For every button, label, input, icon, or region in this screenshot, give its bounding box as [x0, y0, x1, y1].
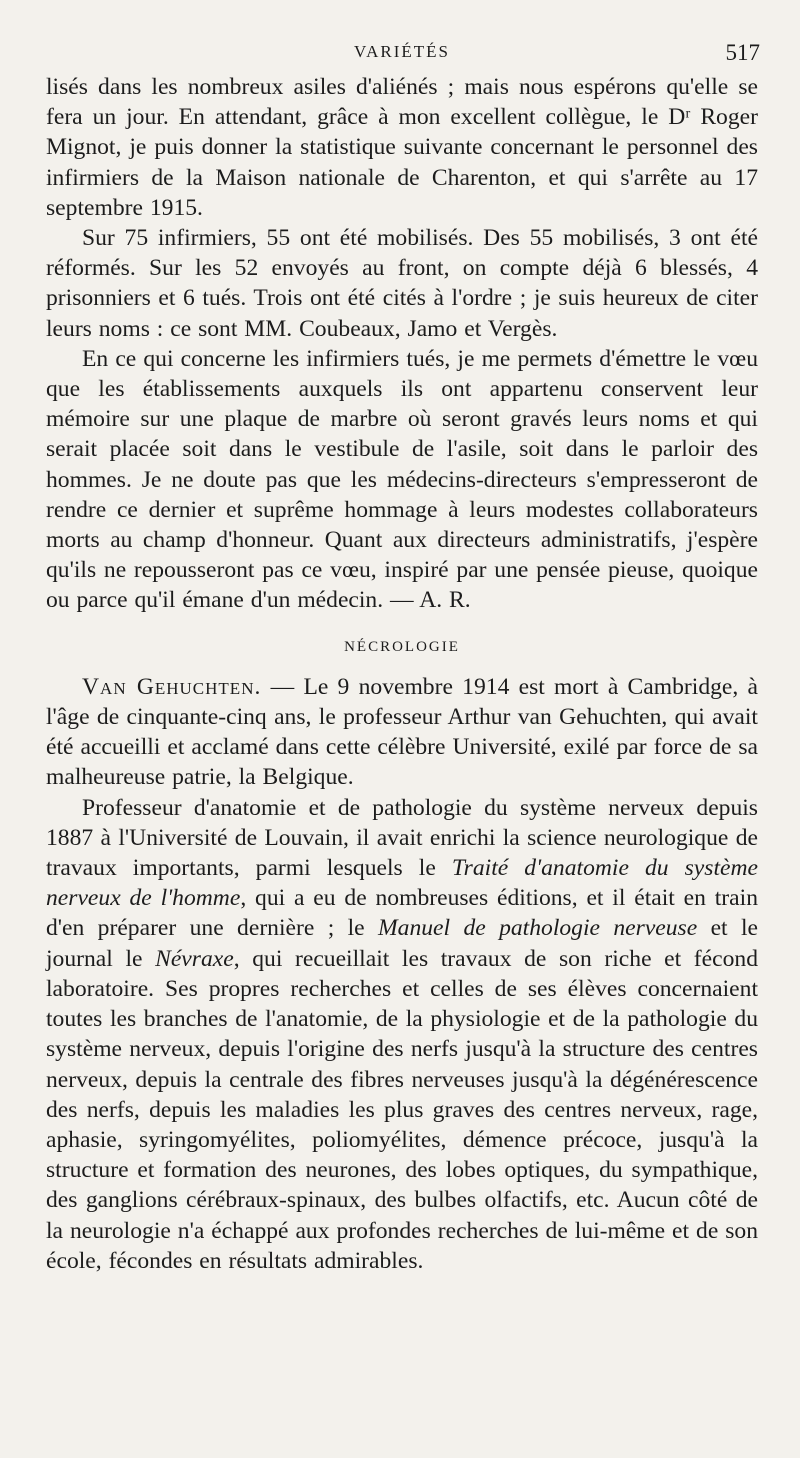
paragraph-statistics-intro: lisés dans les nombreux asiles d'aliénés ; mais nous espérons qu'elle se fera un jour. En attendant, grâce à mon excellent collègue, le Dʳ Roger Mignot, je puis donner la statistique suivante concernant le personnel des infirmiers de la Maison nationale de Charenton, et qui s'arrête au 17 septembre 1915. [46, 74, 758, 221]
book-title-traite: Traité d'anatomie du système nerveux de l'homme [46, 855, 758, 912]
paragraph-statistics: Sur 75 infirmiers, 55 ont été mobilisés. Des 55 mobilisés, 3 ont été réformés. Sur les 52 envoyés au front, on compte déjà 6 blessés, 4 prisonniers et 6 tués. Trois ont été cités à l'ordre ; je suis heureux de citer leurs noms : ce sont MM. Coubeaux, Jamo et Vergès. [46, 225, 758, 342]
obituary-intro-text: — Le 9 novembre 1914 est mort à Cambridge, à l'âge de cinquante-cinq ans, le professeur Arthur van Gehuchten, qui avait été accueilli et acclamé dans cette célèbre Université, exilé par force de sa malheureuse patrie, la Belgique. [46, 673, 758, 791]
section-title-necrologie: NÉCROLOGIE [344, 638, 460, 655]
page-header [46, 34, 758, 72]
paragraph-memorial: En ce qui concerne les infirmiers tués, je me permets d'émettre le vœu que les établissements auxquels ils ont appartenu conservent leur mémoire sur une plaque de marbre où seront gravés leurs noms et qui serait placée soit dans le vestibule de l'asile, soit dans le parloir des hommes. Je ne doute pas que les médecins-directeurs s'empresseront de rendre ce dernier et suprême hommage à leurs modestes collaborateurs morts au champ d'honneur. Quant aux directeurs administratifs, j'espère qu'ils ne repousseront pas ce vœu, inspiré par une pensée pieuse, quoique ou parce qu'il émane d'un médecin. — A. R. [46, 345, 758, 614]
running-head: VARIÉTÉS [354, 42, 450, 61]
paragraph-obituary-intro [46, 672, 758, 793]
obituary-name: Van Gehuchten. [82, 673, 262, 700]
page-number: 517 [725, 40, 760, 65]
paragraph-obituary-career [46, 793, 758, 1276]
book-title-manuel: Manuel de pathologie nerveuse [378, 915, 698, 942]
career-text-a: Professeur d'anatomie et de pathologie du système nerveux depuis 1887 à l'Université de Louvain, il avait enrichi la science neurologique de travaux importants, parmi lesquels le [46, 794, 758, 882]
career-text-c: et le journal le [46, 915, 758, 972]
career-text-d: , qui recueillait les travaux de son riche et fécond laboratoire. Ses propres recherches et celles de ses élèves concernaient toutes les branches de l'anatomie, de la physiologie et de la pathologie du système nerveux, depuis l'origine des nerfs jusqu'à la structure des centres nerveux, depuis la centrale des fibres nerveuses jusqu'à la dégénérescence des nerfs, depuis les maladies les plus graves des centres nerveux, rage, aphasie, syringomyélites, poliomyélites, démence précoce, jusqu'à la structure et formation des neurones, des lobes optiques, du sympathique, des ganglions cérébraux-spinaux, des bulbes olfactifs, etc. Aucun côté de la neurologie n'a échappé aux profondes recherches de lui-même et de son école, fécondes en résultats admirables. [46, 945, 758, 1274]
journal-title-nevraxe: Névraxe [155, 945, 234, 972]
body-text [46, 72, 758, 1276]
career-text-b: , qui a eu de nombreuses éditions, et il était en train d'en préparer une dernière ; le [46, 885, 758, 942]
